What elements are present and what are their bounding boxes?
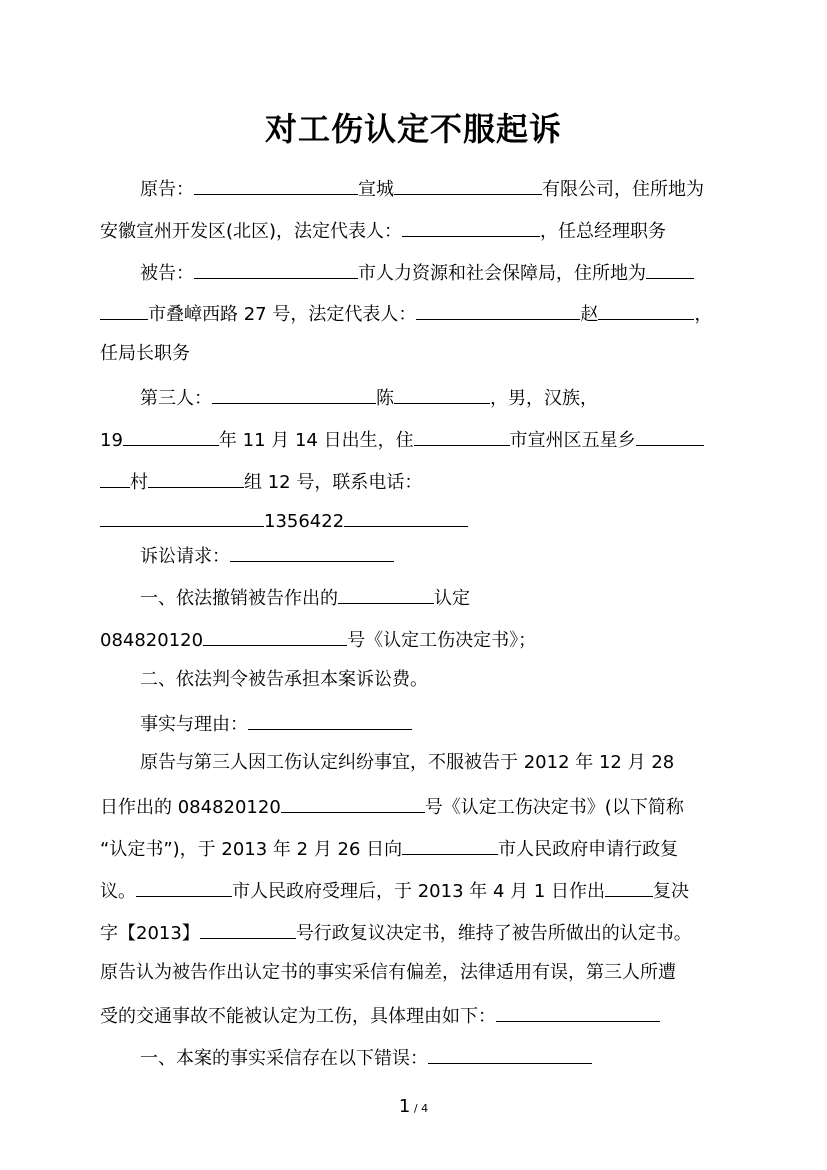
text: 有限公司，住所地为 xyxy=(542,179,704,200)
text: 任局长职务 xyxy=(100,343,190,364)
claim-2 xyxy=(140,667,428,693)
text: 安徽宣州开发区(北区)，法定代表人： xyxy=(100,221,403,242)
blank-field xyxy=(100,299,148,320)
text: 市人力资源和社会保障局，住所地为 xyxy=(358,263,646,284)
text: 村 xyxy=(130,472,148,493)
third-party-line-2 xyxy=(100,425,704,454)
text: 19 xyxy=(100,430,123,451)
facts-line-3 xyxy=(100,834,678,863)
facts-line-7 xyxy=(100,1001,660,1030)
blank-field xyxy=(230,541,394,562)
blank-field xyxy=(598,299,694,320)
blank-field xyxy=(212,383,376,404)
third-party-line-3 xyxy=(100,467,422,496)
blank-field xyxy=(123,425,219,446)
blank-field xyxy=(100,506,264,527)
text: 市宣州区五星乡 xyxy=(509,430,636,451)
text: 市叠嶂西路 27 号，法定代表人： xyxy=(148,304,417,325)
blank-field xyxy=(281,792,425,813)
blank-field xyxy=(194,258,358,279)
text: 号《认定工伤决定书》(以下简称 xyxy=(424,797,684,818)
text: 认定 xyxy=(434,588,470,609)
text: 号《认定工伤决定书》； xyxy=(347,630,537,651)
text: 宣城 xyxy=(358,179,394,200)
text: 赵 xyxy=(580,304,599,325)
phone-line xyxy=(100,506,468,535)
text: 受的交通事故不能被认定为工伤，具体理由如下： xyxy=(100,1006,496,1027)
blank-field xyxy=(416,299,580,320)
facts-line-5 xyxy=(100,918,692,947)
text: 原告： xyxy=(140,179,194,200)
text: 084820120 xyxy=(100,630,204,651)
blank-field xyxy=(394,174,542,195)
text: 诉讼请求： xyxy=(140,546,230,567)
text: 被告： xyxy=(140,263,194,284)
blank-field xyxy=(148,467,244,488)
blank-field xyxy=(100,467,130,488)
error-heading xyxy=(140,1043,592,1072)
blank-field xyxy=(646,258,694,279)
blank-field xyxy=(203,625,347,646)
phone-number: 1356422 xyxy=(264,511,345,532)
text: 市人民政府受理后，于 2013 年 4 月 1 日作出 xyxy=(232,881,606,902)
text: 原告与第三人因工伤认定纠纷事宜，不服被告于 2012 年 12 月 28 xyxy=(140,752,675,773)
third-party-line xyxy=(140,383,598,412)
blank-field xyxy=(428,1043,592,1064)
text: 复决 xyxy=(653,881,690,902)
text: 一、依法撤销被告作出的 xyxy=(140,588,338,609)
text: “认定书”)，于 2013 年 2 月 26 日向 xyxy=(100,839,403,860)
blank-field xyxy=(496,1001,660,1022)
blank-field xyxy=(248,709,412,730)
text: 事实与理由： xyxy=(140,714,248,735)
defendant-line-2 xyxy=(100,299,712,328)
total-pages: / 4 xyxy=(410,1102,429,1115)
text: 二、依法判令被告承担本案诉讼费。 xyxy=(140,669,428,690)
text: 一、本案的事实采信存在以下错误： xyxy=(140,1048,428,1069)
current-page: 1 xyxy=(398,1096,411,1117)
facts-line-4 xyxy=(100,876,689,905)
claim-1 xyxy=(140,583,470,612)
claims-heading xyxy=(140,541,394,570)
page-number xyxy=(0,1096,827,1117)
blank-field xyxy=(200,918,296,939)
text: 市人民政府申请行政复 xyxy=(498,839,679,860)
text: 议。 xyxy=(100,881,136,902)
blank-field xyxy=(394,383,490,404)
text: 原告认为被告作出认定书的事实采信有偏差，法律适用有误，第三人所遭 xyxy=(100,962,676,983)
text: ，男，汉族， xyxy=(490,388,598,409)
blank-field xyxy=(136,876,232,897)
plaintiff-line-2 xyxy=(100,216,666,245)
blank-field xyxy=(344,506,468,527)
blank-field xyxy=(414,425,510,446)
blank-field xyxy=(194,174,358,195)
text: 第三人： xyxy=(140,388,212,409)
text: 陈 xyxy=(376,388,394,409)
text: 组 12 号，联系电话： xyxy=(244,472,423,493)
facts-heading xyxy=(140,709,412,738)
text: ， xyxy=(694,304,713,325)
facts-line-2 xyxy=(100,792,684,821)
defendant-line xyxy=(140,258,694,287)
text: 号行政复议决定书，维持了被告所做出的认定书。 xyxy=(295,923,692,944)
blank-field xyxy=(402,216,540,237)
text: 字【2013】 xyxy=(100,923,200,944)
blank-field xyxy=(636,425,704,446)
blank-field xyxy=(338,583,434,604)
facts-line-6 xyxy=(100,960,676,986)
text: 日作出的 084820120 xyxy=(100,797,281,818)
claim-1-cont xyxy=(100,625,536,654)
blank-field xyxy=(402,834,498,855)
plaintiff-line xyxy=(140,174,704,203)
blank-field xyxy=(605,876,653,897)
text: ，任总经理职务 xyxy=(540,221,667,242)
document-title: 对工伤认定不服起诉 xyxy=(264,110,562,148)
defendant-line-3 xyxy=(100,341,190,367)
facts-line-1 xyxy=(140,750,674,776)
text: 年 11 月 14 日出生，住 xyxy=(218,430,414,451)
